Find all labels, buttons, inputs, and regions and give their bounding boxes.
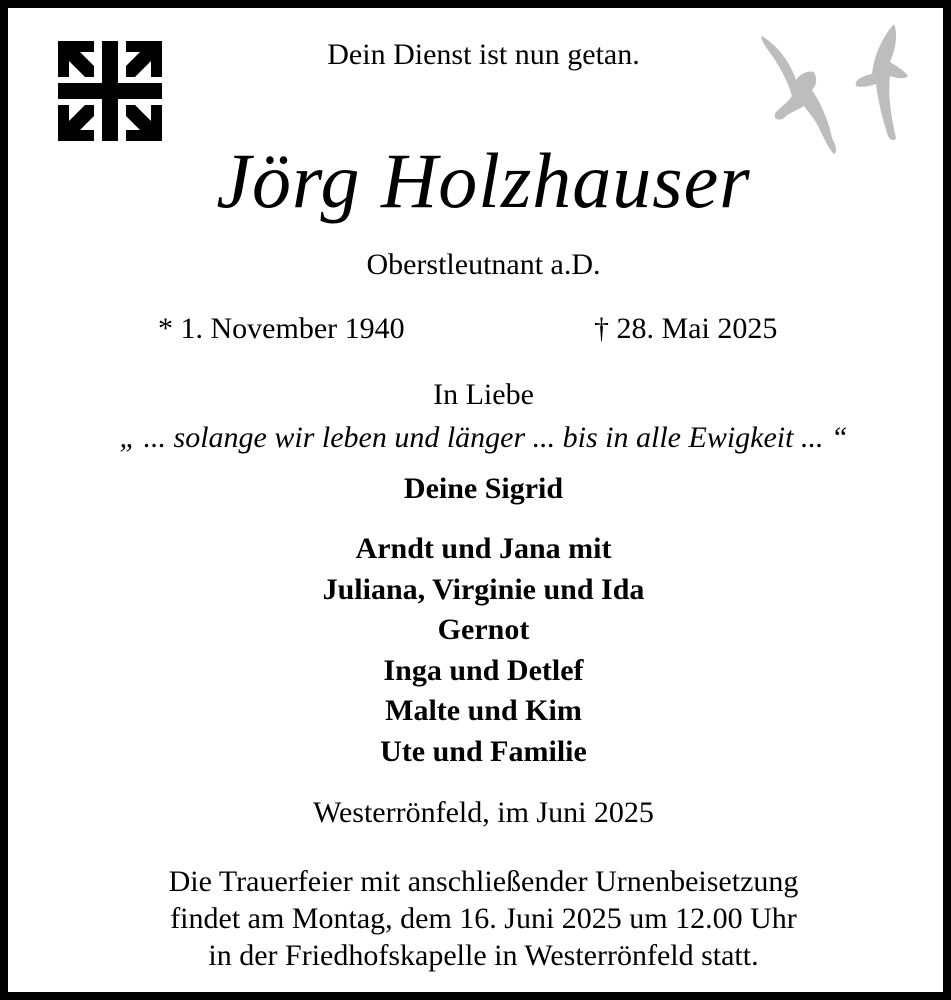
service-line: Die Trauerfeier mit anschließender Urnenbeisetzung — [168, 865, 799, 898]
family-member: Arndt und Jana mit — [355, 532, 612, 565]
family-member: Ute und Familie — [380, 734, 587, 768]
family-member: Gernot — [437, 613, 530, 646]
signer-spouse: Deine Sigrid — [403, 472, 564, 505]
place-and-date: Westerrönfeld, im Juni 2025 — [313, 796, 654, 829]
death-date: † 28. Mai 2025 — [594, 312, 778, 345]
service-line: findet am Montag, dem 16. Juni 2025 um 12.00 Uhr — [170, 902, 797, 935]
family-member: Inga und Detlef — [383, 653, 584, 687]
deceased-name: Jörg Holzhauser — [216, 137, 751, 224]
family-member: Juliana, Virginie und Ida — [322, 572, 645, 606]
military-rank: Oberstleutnant a.D. — [366, 248, 601, 281]
in-love-line: In Liebe — [433, 378, 534, 411]
motto: Dein Dienst ist nun getan. — [327, 38, 640, 71]
service-line: in der Friedhofskapelle in Westerrönfeld statt. — [208, 939, 759, 972]
funeral-service-info — [8, 863, 951, 974]
quote: „ ... solange wir leben und länger ... bis in alle Ewigkeit ... “ — [119, 421, 848, 454]
family-member: Malte und Kim — [385, 694, 582, 727]
birth-date: * 1. November 1940 — [158, 312, 405, 345]
family-list — [8, 529, 951, 772]
